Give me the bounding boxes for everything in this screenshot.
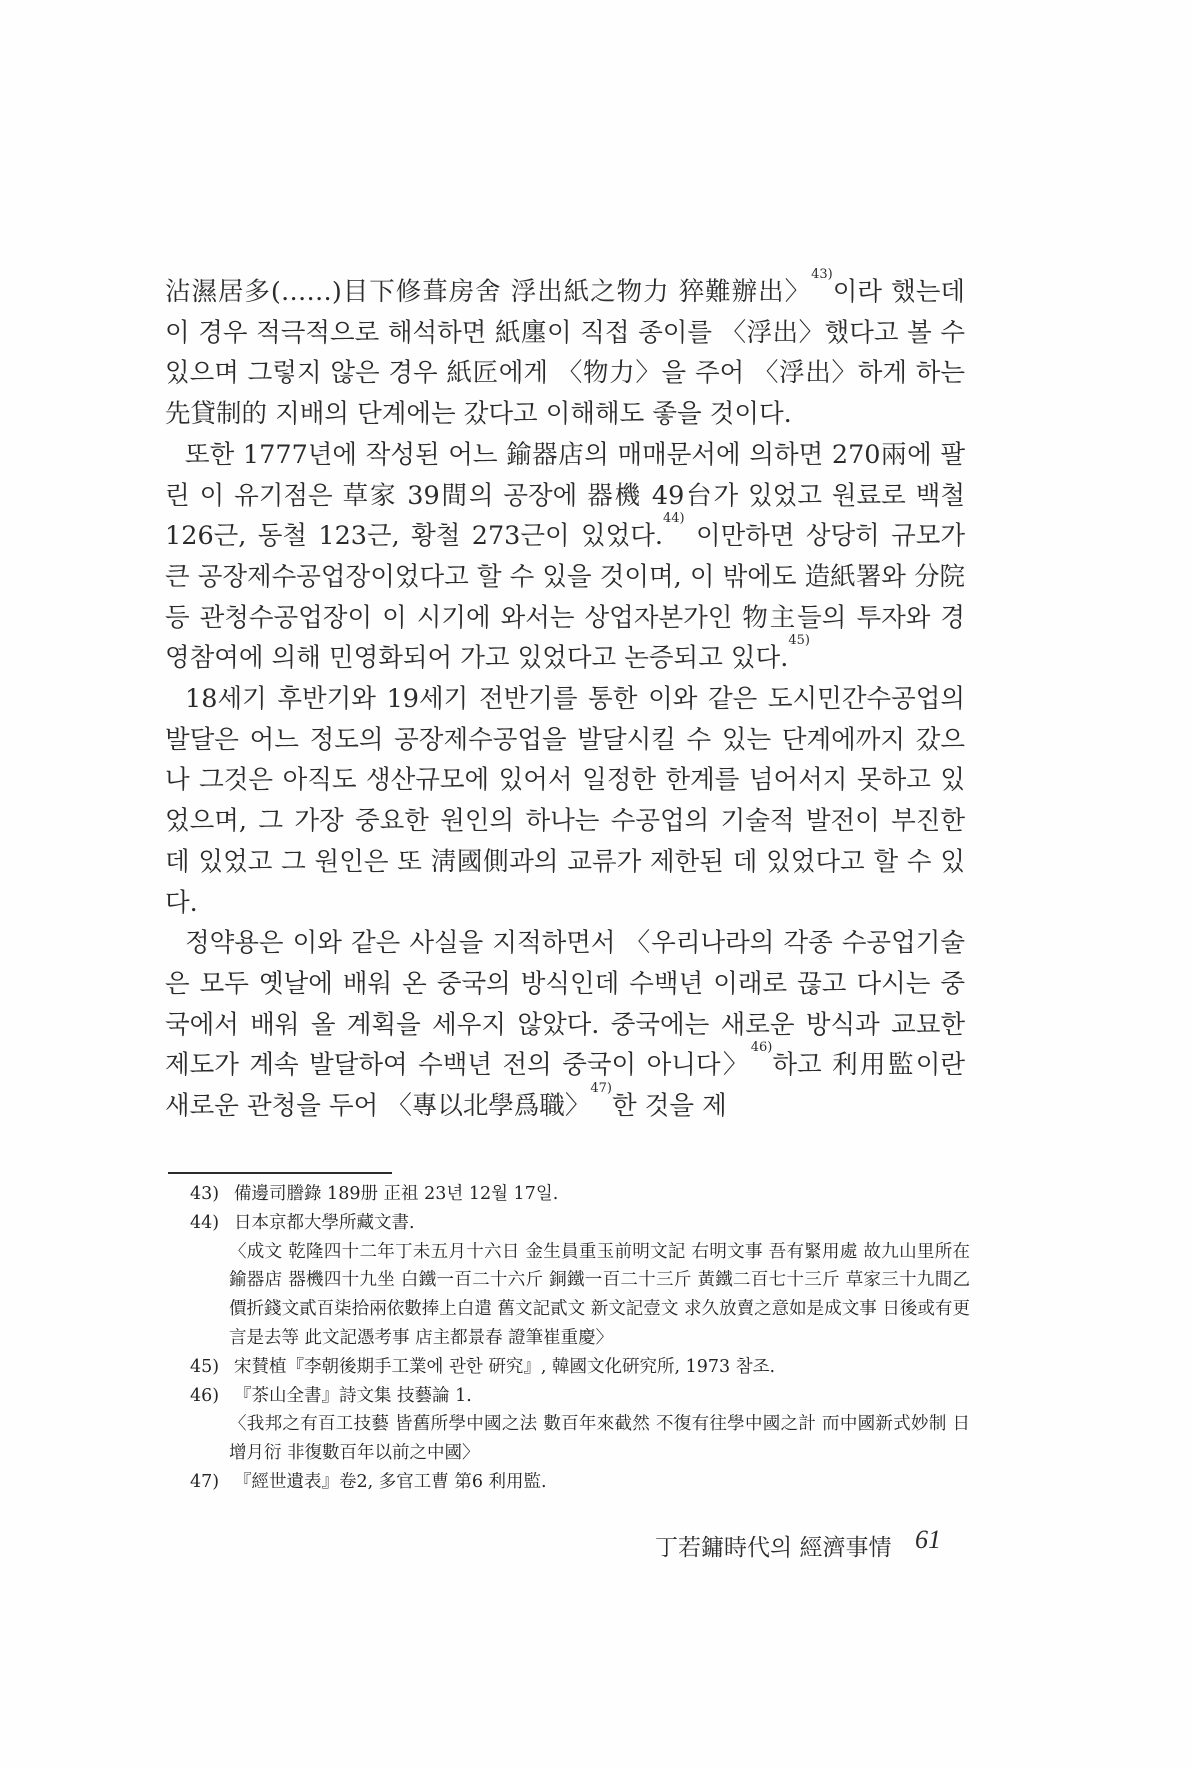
footnote [190, 1468, 970, 1497]
footnote [190, 1209, 970, 1238]
footnote-text: 備邊司謄錄 189册 正祖 23년 12월 17일. [234, 1184, 559, 1204]
paragraph [165, 435, 965, 679]
footnote-number: 45) [190, 1356, 220, 1377]
footnote-number: 44) [190, 1212, 220, 1233]
footnote-number: 43) [190, 1184, 220, 1204]
footnote [190, 1382, 970, 1411]
main-text [165, 267, 966, 1127]
footnote-marker: 44) [663, 511, 685, 527]
text-run: 이만하면 상당히 규모가 큰 공장제수공업장이었다고 할 수 있을 것이며, 이 밖에도 造紙署와 分院등 관청수공업장이 이 시기에 와서는 상업자본가인 物主들의 투자와 경영참여에 의해 민영화되어 가고 있었다고 논증되고 있다. [165, 521, 965, 674]
text-run: 이라 했는데 이 경우 적극적으로 해석하면 紙廛이 직접 종이를 〈浮出〉했다고 볼 수 있으며 그렇지 않은 경우 紙匠에게 〈物力〉을 주어 〈浮出〉하게 하는 先貸制的 지배의 단계에는 갔다고 이해해도 좋을 것이다. [165, 277, 965, 430]
text-run: 정약용은 이와 같은 사실을 지적하면서 〈우리나라의 각종 수공업기술은 모두 옛날에 배워 온 중국의 방식인데 수백년 이래로 끊고 다시는 중국에서 배워 올 계획을 세우지 않았다. 중국에는 새로운 방식과 교묘한 제도가 계속 발달하여 수백년 전의 중국이 아니다〉 [165, 928, 965, 1081]
footnote-quotation: 〈成文 乾隆四十二年丁未五月十六日 金生員重玉前明文記 右明文事 吾有緊用處 故九山里所在鍮器店 器機四十九坐 白鐵一百二十六斤 銅鐵一百二十三斤 黃鐵二百七十三斤 草家三十九間乙 價折錢文貳百柒拾兩依數捧上白遣 舊文記貳文 新文記壹文 求久放賣之意如是成文事 日後或有更言是去等 此文記憑考事 店主都景春 證筆崔重慶〉 [229, 1241, 970, 1348]
footnote-separator [168, 1172, 392, 1174]
footnote-quotation: 〈我邦之有百工技藝 皆舊所學中國之法 數百年來截然 不復有往學中國之計 而中國新式妙制 日增月衍 非復數百年以前之中國〉 [229, 1414, 970, 1464]
text-run: 하고 利用監이란 새로운 관청을 두어 〈專以北學爲職〉 [165, 1050, 966, 1122]
footnote-text: 『經世遺表』卷2, 多官工曹 第6 利用監. [234, 1471, 547, 1492]
footnote-number: 47) [190, 1471, 220, 1492]
text-run: 18세기 후반기와 19세기 전반기를 통한 이와 같은 도시민간수공업의 발달은 어느 정도의 공장제수공업을 발달시킬 수 있는 단계에까지 갔으나 그것은 아직도 생산규모에 있어서 일정한 한계를 넘어서지 못하고 있었으며, 그 가장 중요한 원인의 하나는 수공업의 기술적 발전이 부진한 데 있었고 그 원인은 또 淸國側과의 교류가 제한된 데 있었다고 할 수 있다. [165, 684, 965, 918]
footnote-marker: 45) [788, 633, 810, 649]
footnote-marker: 46) [750, 1040, 773, 1056]
footnote-text: 日本京都大學所藏文書. [234, 1212, 415, 1233]
footnote-number: 46) [190, 1385, 220, 1406]
running-footer-title: 丁若鏞時代의 經濟事情 [655, 1535, 892, 1561]
footnote [190, 1353, 970, 1382]
footnote-text: 宋賛植『李朝後期手工業에 관한 硏究』, 韓國文化硏究所, 1973 참조. [234, 1356, 776, 1377]
paragraph [165, 267, 965, 435]
page-number: 61 [915, 1525, 941, 1554]
footnote-marker: 43) [811, 267, 833, 282]
footnote-marker: 47) [590, 1081, 613, 1097]
footnote-text: 『茶山全書』詩文集 技藝論 1. [234, 1385, 472, 1406]
footnotes [190, 1180, 970, 1497]
text-run: 沾濕居多(……)目下修葺房舍 浮出紙之物力 猝難辦出〉 [165, 277, 812, 307]
footnote [190, 1180, 970, 1209]
paragraph [165, 923, 965, 1127]
paragraph [165, 679, 965, 923]
text-run: 또한 1777년에 작성된 어느 鍮器店의 매매문서에 의하면 270兩에 팔린 이 유기점은 草家 39間의 공장에 器機 49台가 있었고 원료로 백철 126근, 동철 123근, 황철 273근이 있었다. [165, 439, 965, 552]
text-run: 한 것을 제 [612, 1091, 727, 1122]
